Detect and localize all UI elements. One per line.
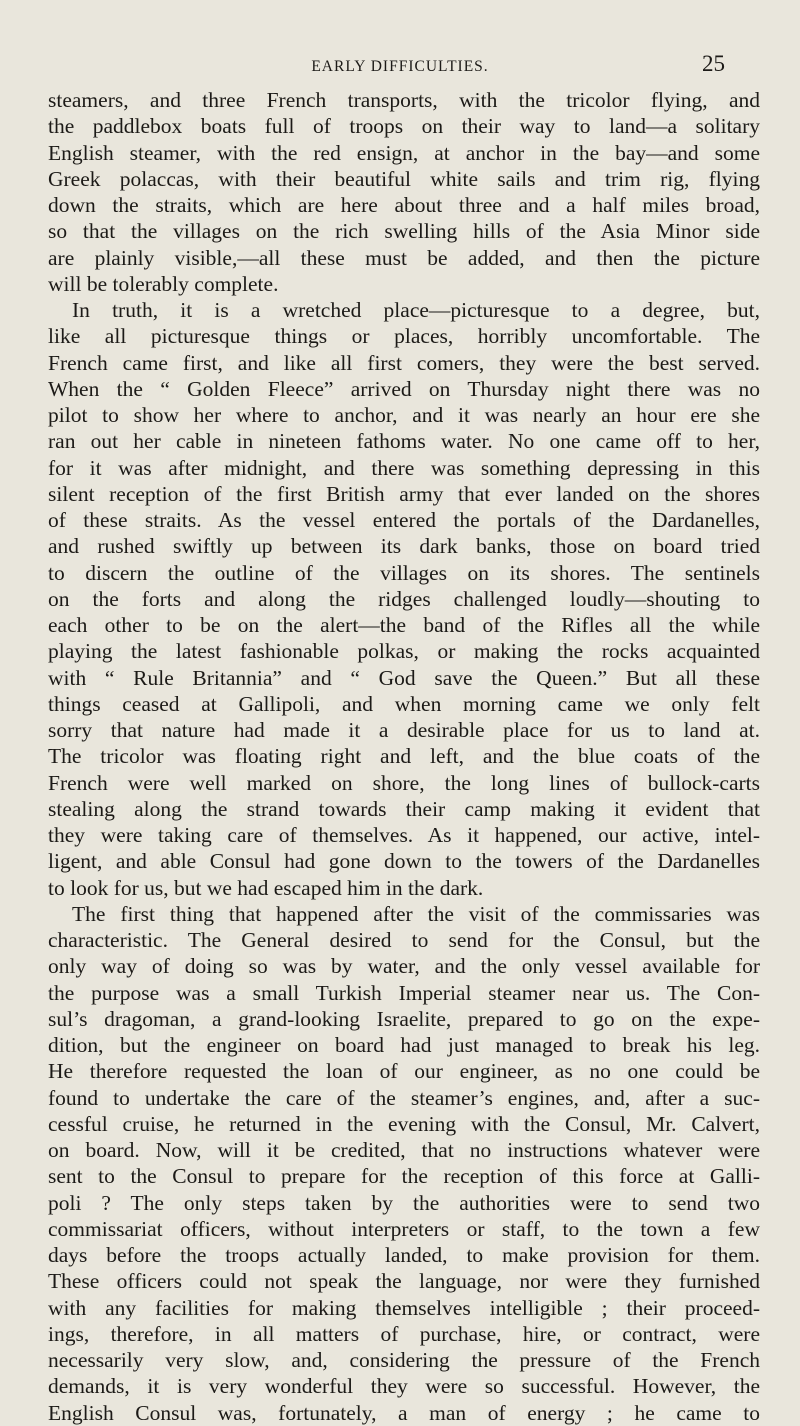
- running-head: EARLY DIFFICULTIES.: [311, 58, 489, 75]
- text-line: dition, but the engineer on board had just managed to break his leg.: [48, 1033, 760, 1057]
- text-line: to discern the outline of the villages on its shores. The sentinels: [48, 560, 760, 585]
- text-line: to look for us, but we had escaped him in the dark.: [48, 875, 484, 900]
- text-line: playing the latest fashionable polkas, or making the rocks acquainted: [48, 639, 760, 664]
- text-line: When the “ Golden Fleece” arrived on Thursday night there was no: [48, 376, 760, 401]
- text-line: each other to be on the alert—the band of the Rifles all the while: [48, 613, 760, 637]
- text-line: things ceased at Gallipoli, and when morning came we only felt: [48, 691, 760, 716]
- text-line: steamers, and three French transports, with the tricolor flying, and: [48, 88, 760, 112]
- text-line: silent reception of the first British army that ever landed on the shores: [48, 481, 760, 506]
- text-line: ran out her cable in nineteen fathoms water. No one came off to her,: [48, 429, 760, 454]
- text-line: will be tolerably complete.: [48, 271, 279, 296]
- text-line: The first thing that happened after the visit of the commissaries was: [72, 901, 760, 926]
- text-line: demands, it is very wonderful they were so successful. However, the: [48, 1374, 760, 1399]
- text-line: Greek polaccas, with their beautiful white sails and trim rig, flying: [48, 166, 760, 191]
- text-line: with any facilities for making themselves intelligible ; their proceed-: [48, 1295, 760, 1320]
- text-line: so that the villages on the rich swelling hills of the Asia Minor side: [48, 219, 760, 244]
- page-number: 25: [702, 51, 725, 76]
- text-line: pilot to show her where to anchor, and it was nearly an hour ere she: [48, 403, 760, 427]
- text-line: they were taking care of themselves. As it happened, our active, intel-: [48, 823, 760, 847]
- text-line: found to undertake the care of the steamer’s engines, and, after a suc-: [48, 1085, 760, 1110]
- text-line: He therefore requested the loan of our engineer, as no one could be: [48, 1059, 760, 1084]
- text-line: characteristic. The General desired to send for the Consul, but the: [48, 928, 760, 952]
- text-line: sul’s dragoman, a grand-looking Israelite, prepared to go on the expe-: [48, 1006, 760, 1031]
- text-line: days before the troops actually landed, to make provision for them.: [48, 1243, 760, 1267]
- text-line: sorry that nature had made it a desirable place for us to land at.: [48, 718, 760, 742]
- text-line: necessarily very slow, and, considering the pressure of the French: [48, 1348, 760, 1372]
- text-line: of these straits. As the vessel entered the portals of the Dardanelles,: [48, 508, 760, 532]
- text-line: French came first, and like all first comers, they were the best served.: [48, 350, 760, 375]
- text-line: poli ? The only steps taken by the authorities were to send two: [48, 1190, 760, 1215]
- text-line: down the straits, which are here about three and a half miles broad,: [48, 193, 760, 217]
- body-text: [48, 87, 760, 1426]
- text-line: the paddlebox boats full of troops on their way to land—a solitary: [48, 114, 760, 139]
- text-line: with “ Rule Britannia” and “ God save the Queen.” But all these: [48, 665, 760, 690]
- text-line: ligent, and able Consul had gone down to the towers of the Dardanelles: [48, 849, 760, 874]
- text-line: stealing along the strand towards their camp making it evident that: [48, 796, 760, 821]
- text-line: The tricolor was floating right and left, and the blue coats of the: [48, 744, 760, 769]
- text-line: and rushed swiftly up between its dark banks, those on board tried: [48, 534, 760, 559]
- text-line: on the forts and along the ridges challenged loudly—shouting to: [48, 586, 760, 611]
- text-line: French were well marked on shore, the long lines of bullock-carts: [48, 770, 760, 795]
- text-line: the purpose was a small Turkish Imperial steamer near us. The Con-: [48, 980, 760, 1005]
- text-line: like all picturesque things or places, horribly uncomfortable. The: [48, 324, 760, 349]
- text-line: ings, therefore, in all matters of purchase, hire, or contract, were: [48, 1321, 760, 1346]
- text-line: only way of doing so was by water, and the only vessel available for: [48, 954, 760, 979]
- text-line: These officers could not speak the language, nor were they furnished: [48, 1269, 760, 1294]
- text-line: for it was after midnight, and there was something depressing in this: [48, 455, 760, 480]
- text-line: commissariat officers, without interpreters or staff, to the town a few: [48, 1216, 760, 1241]
- text-line: on board. Now, will it be credited, that no instructions whatever were: [48, 1138, 760, 1162]
- text-line: are plainly visible,—all these must be added, and then the picture: [48, 245, 760, 270]
- text-line: English steamer, with the red ensign, at anchor in the bay—and some: [48, 140, 760, 165]
- text-line: sent to the Consul to prepare for the reception of this force at Galli-: [48, 1164, 760, 1189]
- text-line: In truth, it is a wretched place—picturesque to a degree, but,: [72, 298, 760, 322]
- text-line: English Consul was, fortunately, a man of energy ; he came to: [48, 1400, 760, 1425]
- text-line: cessful cruise, he returned in the evening with the Consul, Mr. Calvert,: [48, 1111, 760, 1136]
